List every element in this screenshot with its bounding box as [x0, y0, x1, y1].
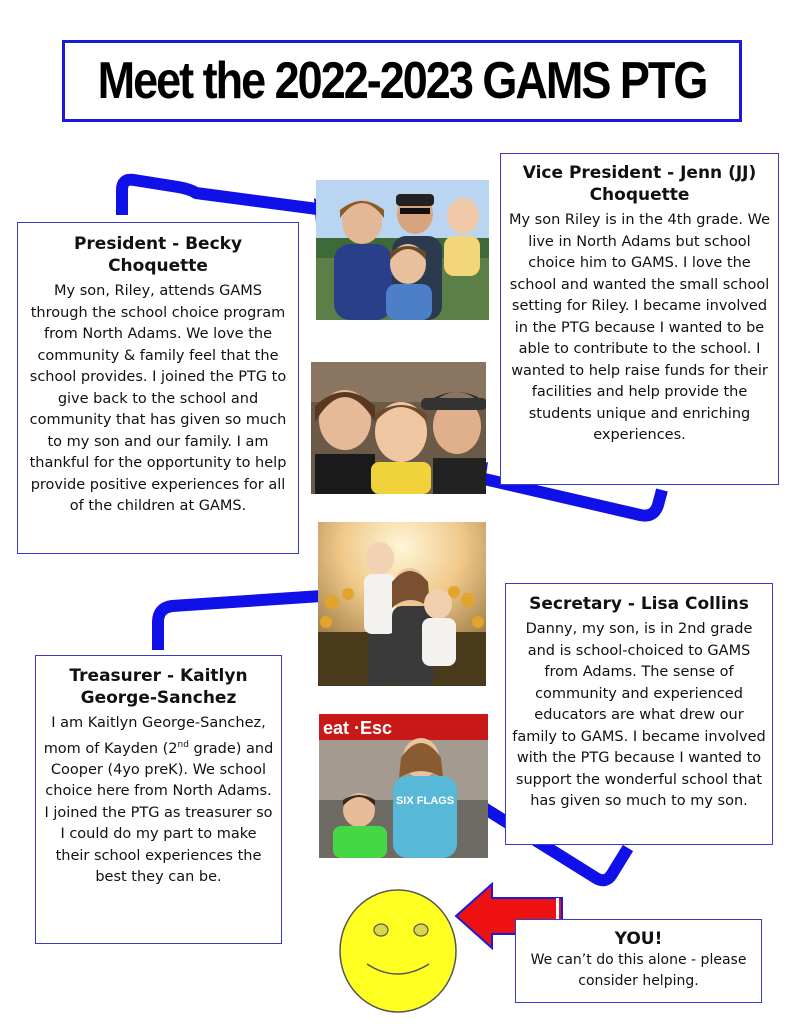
secretary-heading: Secretary - Lisa Collins	[529, 594, 749, 614]
six-flags-shirt-text: SIX FLAGS	[395, 795, 455, 807]
photo-secretary-family	[319, 714, 488, 858]
president-body: My son, Riley, attends GAMS through the school choice program from North Adams. We love the community & family feel that the school provides. I joined the PTG to give back to the school and community that has given so much to my son and our family. I am thankful for the opportunity to help provide positive experiences for all of the children at GAMS.	[29, 283, 287, 514]
secretary-card	[505, 583, 773, 845]
svg-text:eat ·Esc: eat ·Esc	[323, 718, 393, 738]
treasurer-body	[42, 713, 275, 889]
vice-president-card	[500, 153, 779, 485]
arrow-president	[122, 180, 325, 215]
treasurer-card	[35, 655, 282, 944]
treasurer-heading: Treasurer - Kaitlyn George-Sanchez	[69, 666, 248, 708]
vice-president-body: My son Riley is in the 4th grade. We live in North Adams but school choice him to GAMS. I love the school and wanted the small school setting for Riley. I became involved in the PTG because I wanted to be able to contribute to the school. I wanted to help raise funds for their facilities and help provide the students unique and enriching experiences.	[508, 212, 771, 443]
vice-president-heading: Vice President - Jenn (JJ) Choquette	[522, 163, 757, 205]
treasurer-body-part-1: I am Kaitlyn George-Sanchez, mom of Kayden (2	[43, 715, 266, 757]
photo-president-selfie	[311, 362, 486, 494]
you-body: We can’t do this alone - please consider helping.	[530, 952, 747, 989]
smiley-face-icon	[337, 888, 459, 1014]
treasurer-body-part-2: grade) and Cooper (4yo preK). We school choice here from North Adams. I joined the PTG as treasurer so I could do my part to make their school experiences the best they can be.	[44, 740, 274, 886]
secretary-body: Danny, my son, is in 2nd grade and is school-choiced to GAMS from Adams. The sense of community and experienced educators are what drew our family to GAMS. I became involved with the PTG because I wanted to support the wonderful school that has given so much to my son.	[512, 621, 766, 809]
page-title: Meet the 2022-2023 GAMS PTG	[97, 51, 707, 110]
president-card	[17, 222, 299, 554]
you-card	[515, 919, 762, 1003]
you-heading: YOU!	[614, 929, 663, 949]
president-heading: President - Becky Choquette	[73, 234, 243, 276]
photo-treasurer-family	[318, 522, 486, 686]
photo-vice-president-family	[316, 180, 489, 320]
treasurer-body-sup: nd	[177, 739, 189, 750]
